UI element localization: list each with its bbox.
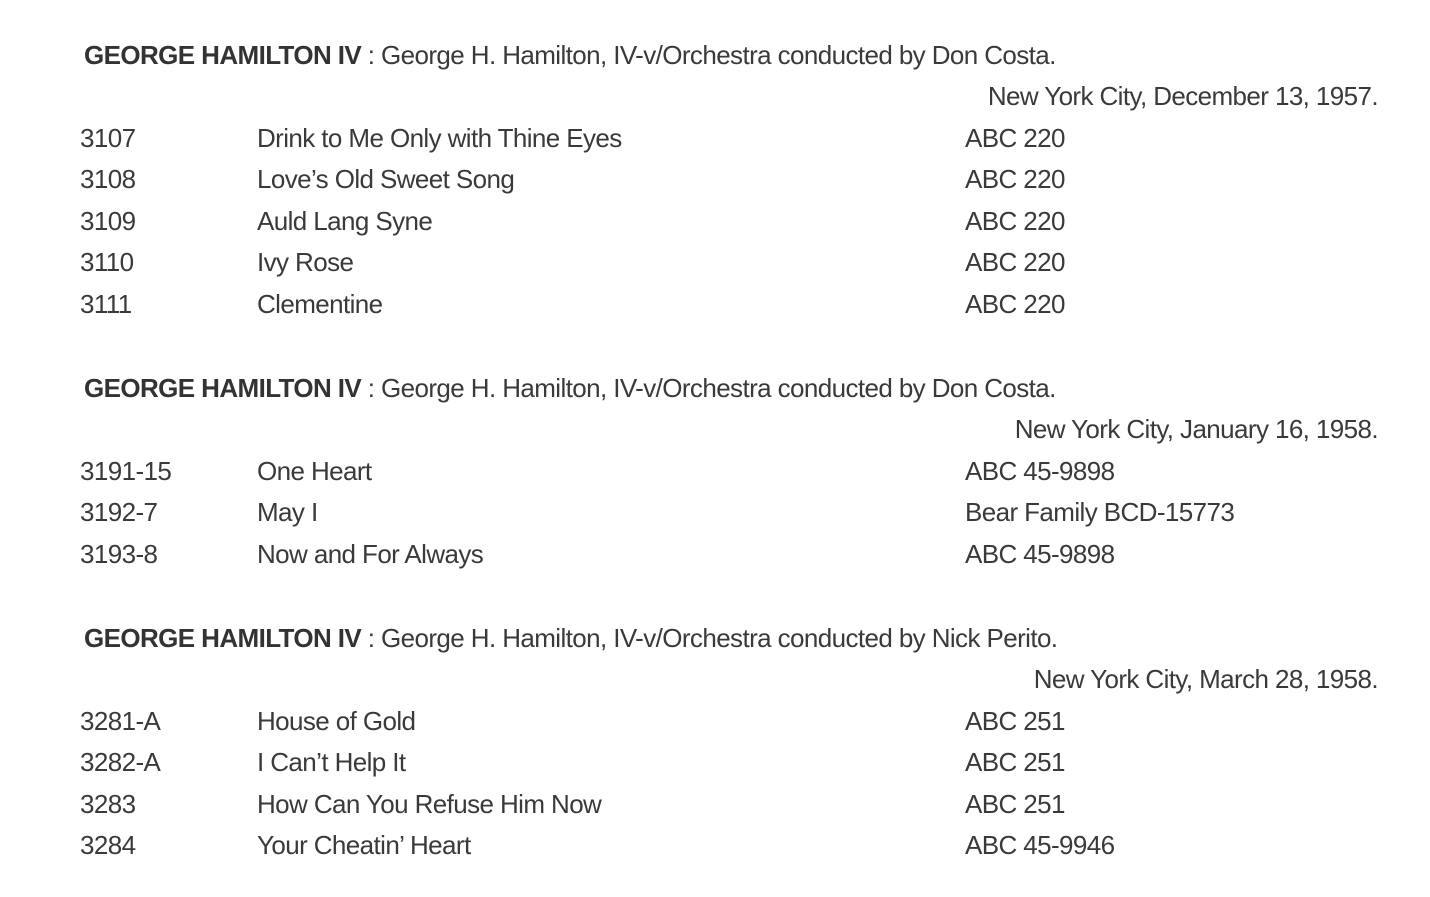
track-title: Ivy Rose xyxy=(257,247,354,277)
matrix-number: 3283 xyxy=(80,789,136,819)
track-title: Auld Lang Syne xyxy=(257,206,433,236)
track-row xyxy=(0,247,1430,277)
matrix-number: 3110 xyxy=(80,247,134,277)
track-row xyxy=(0,830,1430,860)
artist-name: GEORGE HAMILTON IV xyxy=(84,373,362,403)
issue-number: ABC 220 xyxy=(965,289,1065,319)
issue-number: ABC 220 xyxy=(965,123,1065,153)
issue-number: ABC 251 xyxy=(965,747,1065,777)
track-title: Clementine xyxy=(257,289,383,319)
track-title: Your Cheatin’ Heart xyxy=(257,830,471,860)
matrix-number: 3109 xyxy=(80,206,136,236)
personnel: George H. Hamilton, IV-v/Orchestra conducted by Nick Perito. xyxy=(381,623,1058,653)
track-title: House of Gold xyxy=(257,706,416,736)
session-header xyxy=(84,373,1056,403)
matrix-number: 3282-A xyxy=(80,747,161,777)
matrix-number: 3192-7 xyxy=(80,497,158,527)
matrix-number: 3108 xyxy=(80,164,136,194)
issue-number: Bear Family BCD-15773 xyxy=(965,497,1235,527)
separator: : xyxy=(361,40,382,70)
track-row xyxy=(0,789,1430,819)
issue-number: ABC 251 xyxy=(965,706,1065,736)
issue-number: ABC 220 xyxy=(965,164,1065,194)
track-title: Drink to Me Only with Thine Eyes xyxy=(257,123,622,153)
track-title: How Can You Refuse Him Now xyxy=(257,789,602,819)
session-location-date: New York City, January 16, 1958. xyxy=(1014,414,1378,444)
issue-number: ABC 220 xyxy=(965,206,1065,236)
separator: : xyxy=(361,373,382,403)
matrix-number: 3193-8 xyxy=(80,539,158,569)
track-title: One Heart xyxy=(257,456,372,486)
track-row xyxy=(0,289,1430,319)
matrix-number: 3111 xyxy=(80,289,132,319)
session-location-date: New York City, March 28, 1958. xyxy=(1033,664,1378,694)
track-row xyxy=(0,206,1430,236)
track-row xyxy=(0,747,1430,777)
issue-number: ABC 45-9898 xyxy=(965,456,1115,486)
issue-number: ABC 220 xyxy=(965,247,1065,277)
issue-number: ABC 45-9946 xyxy=(965,830,1115,860)
matrix-number: 3107 xyxy=(80,123,136,153)
session-location-date: New York City, December 13, 1957. xyxy=(987,81,1378,111)
matrix-number: 3284 xyxy=(80,830,136,860)
personnel: George H. Hamilton, IV-v/Orchestra conducted by Don Costa. xyxy=(381,373,1056,403)
track-row xyxy=(0,123,1430,153)
session-header xyxy=(84,623,1057,653)
track-title: I Can’t Help It xyxy=(257,747,406,777)
matrix-number: 3191-15 xyxy=(80,456,172,486)
track-row xyxy=(0,164,1430,194)
matrix-number: 3281-A xyxy=(80,706,161,736)
issue-number: ABC 251 xyxy=(965,789,1065,819)
track-row xyxy=(0,706,1430,736)
track-title: May I xyxy=(257,497,318,527)
track-row xyxy=(0,539,1430,569)
session-header xyxy=(84,40,1056,70)
artist-name: GEORGE HAMILTON IV xyxy=(84,623,362,653)
separator: : xyxy=(361,623,382,653)
personnel: George H. Hamilton, IV-v/Orchestra conducted by Don Costa. xyxy=(381,40,1056,70)
track-row xyxy=(0,456,1430,486)
artist-name: GEORGE HAMILTON IV xyxy=(84,40,362,70)
track-title: Now and For Always xyxy=(257,539,484,569)
track-title: Love’s Old Sweet Song xyxy=(257,164,515,194)
track-row xyxy=(0,497,1430,527)
issue-number: ABC 45-9898 xyxy=(965,539,1115,569)
